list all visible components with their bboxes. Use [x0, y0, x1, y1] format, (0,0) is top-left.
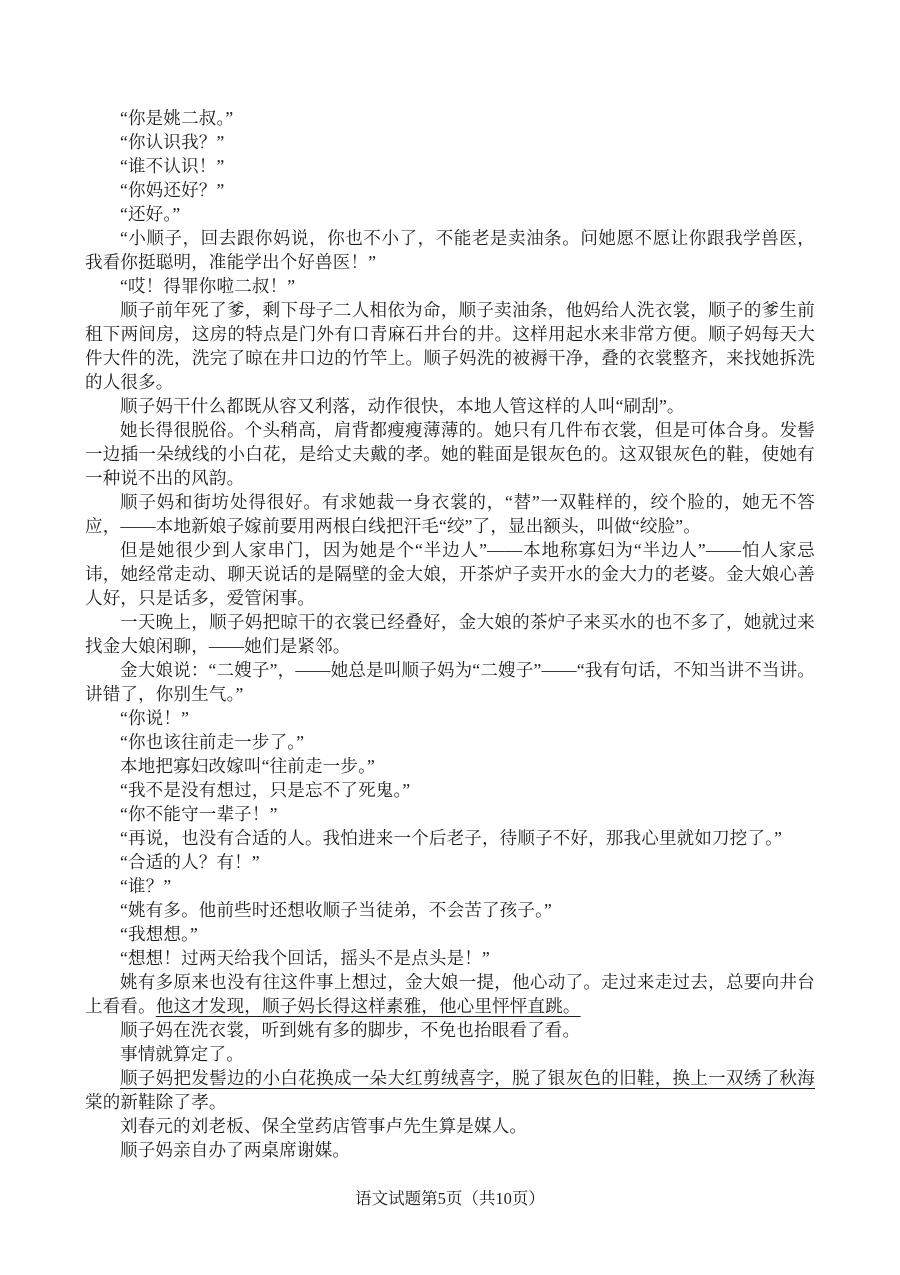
text-run: 她长得很脱俗。个头稍高，肩背都瘦瘦薄薄的。她只有几件布衣裳，但是可体合身。发髻一边插一朵绒线的小白花，是给丈夫戴的孝。她的鞋面是银灰色的。这双银灰色的鞋，使她有一种说不出的风韵。 [85, 420, 815, 488]
paragraph [85, 538, 815, 610]
paragraph [85, 1138, 815, 1162]
text-run: 姚有多原来也没有往这件事上想过，金大娘一提，他心动了。走过来走过去，总要向井台上看看。 [85, 972, 815, 1016]
paragraph [85, 418, 815, 490]
paragraph [85, 970, 815, 1018]
underlined-text: 他这才发现，顺子妈长得这样素雅，他心里怦怦直跳。 [155, 996, 581, 1016]
paragraph [85, 1042, 815, 1066]
text-run: “谁？” [120, 876, 172, 896]
text-run: 但是她很少到人家串门，因为她是个“半边人”——本地称寡妇为“半边人”——怕人家忌讳，她经常走动、聊天说话的是隔壁的金大娘，开茶炉子卖开水的金大力的老婆。金大娘心善人好，只是话多，爱管闲事。 [85, 540, 815, 608]
paragraph [85, 130, 815, 154]
paragraph [85, 826, 815, 850]
text-run: “你不能守一辈子！” [120, 804, 278, 824]
paragraph [85, 754, 815, 778]
text-run: 金大娘说：“二嫂子”，——她总是叫顺子妈为“二嫂子”——“我有句话，不知当讲不当讲。讲错了，你别生气。” [85, 660, 815, 704]
paragraph [85, 1114, 815, 1138]
paragraph [85, 946, 815, 970]
text-run: 顺子妈在洗衣裳，听到姚有多的脚步，不免也抬眼看了看。 [120, 1020, 581, 1040]
text-run: “我想想。” [120, 924, 198, 944]
text-run: 一天晚上，顺子妈把晾干的衣裳已经叠好，金大娘的茶炉子来买水的也不多了，她就过来找金大娘闲聊，——她们是紧邻。 [85, 612, 815, 656]
paragraph [85, 106, 815, 130]
text-run: 顺子妈和街坊处得很好。有求她裁一身衣裳的，“替”一双鞋样的，绞个脸的，她无不答应，——本地新娘子嫁前要用两根白线把汗毛“绞”了，显出额头，叫做“绞脸”。 [85, 492, 815, 536]
text-run: “合适的人？有！” [120, 852, 260, 872]
paragraph [85, 1066, 815, 1114]
text-run: 棠的新鞋除了孝。 [85, 1092, 227, 1112]
text-run: “再说，也没有合适的人。我怕进来一个后老子，待顺子不好，那我心里就如刀挖了。” [120, 828, 783, 848]
paragraph [85, 658, 815, 706]
text-run: 顺子妈亲自办了两桌席谢媒。 [120, 1140, 351, 1160]
text-run: “哎！得罪你啦二叔！” [120, 276, 296, 296]
passage [85, 106, 815, 1162]
text-run: “小顺子，回去跟你妈说，你也不小了，不能老是卖油条。问她愿不愿让你跟我学兽医，我看你挺聪明，准能学出个好兽医！” [85, 228, 815, 272]
paragraph [85, 706, 815, 730]
paragraph [85, 394, 815, 418]
paragraph [85, 1018, 815, 1042]
paragraph [85, 730, 815, 754]
paragraph [85, 874, 815, 898]
text-run: “你说！” [120, 708, 190, 728]
underlined-text: 顺子妈把发髻边的小白花换成一朵大红剪绒喜字，脱了银灰色的旧鞋，换上一双绣了秋海 [120, 1068, 815, 1088]
text-run: 刘春元的刘老板、保全堂药店管事卢先生算是媒人。 [120, 1116, 528, 1136]
text-run: “我不是没有想过，只是忘不了死鬼。” [120, 780, 411, 800]
text-run: “你认识我？” [120, 132, 225, 152]
paragraph [85, 802, 815, 826]
text-run: 顺子前年死了爹，剩下母子二人相依为命，顺子卖油条，他妈给人洗衣裳，顺子的爹生前租下两间房，这房的特点是门外有口青麻石井台的井。这样用起水来非常方便。顺子妈每天大件大件的洗，洗完了晾在井口边的竹竿上。顺子妈洗的被褥干净，叠的衣裳整齐，来找她拆洗的人很多。 [85, 300, 815, 392]
text-run: “谁不认识！” [120, 156, 225, 176]
paragraph [85, 898, 815, 922]
text-run: “你妈还好？” [120, 180, 225, 200]
paragraph [85, 178, 815, 202]
paragraph [85, 850, 815, 874]
paragraph [85, 778, 815, 802]
text-run: 本地把寡妇改嫁叫“往前走一步。” [120, 756, 375, 776]
text-run: 顺子妈干什么都既从容又利落，动作很快，本地人管这样的人叫“刷刮”。 [120, 396, 685, 416]
page-footer: 语文试题第5页（共10页） [355, 1189, 545, 1208]
paragraph [85, 274, 815, 298]
text-run: “想想！过两天给我个回话，摇头不是点头是！” [120, 948, 490, 968]
text-run: “姚有多。他前些时还想收顺子当徒弟，不会苦了孩子。” [120, 900, 552, 920]
paragraph [85, 154, 815, 178]
text-run: 事情就算定了。 [120, 1044, 244, 1064]
paragraph [85, 610, 815, 658]
paragraph [85, 226, 815, 274]
text-run: “还好。” [120, 204, 181, 224]
paragraph [85, 298, 815, 394]
paragraph [85, 202, 815, 226]
text-run: “你是姚二叔。” [120, 108, 234, 128]
paragraph [85, 490, 815, 538]
text-run: “你也该往前走一步了。” [120, 732, 305, 752]
paragraph [85, 922, 815, 946]
